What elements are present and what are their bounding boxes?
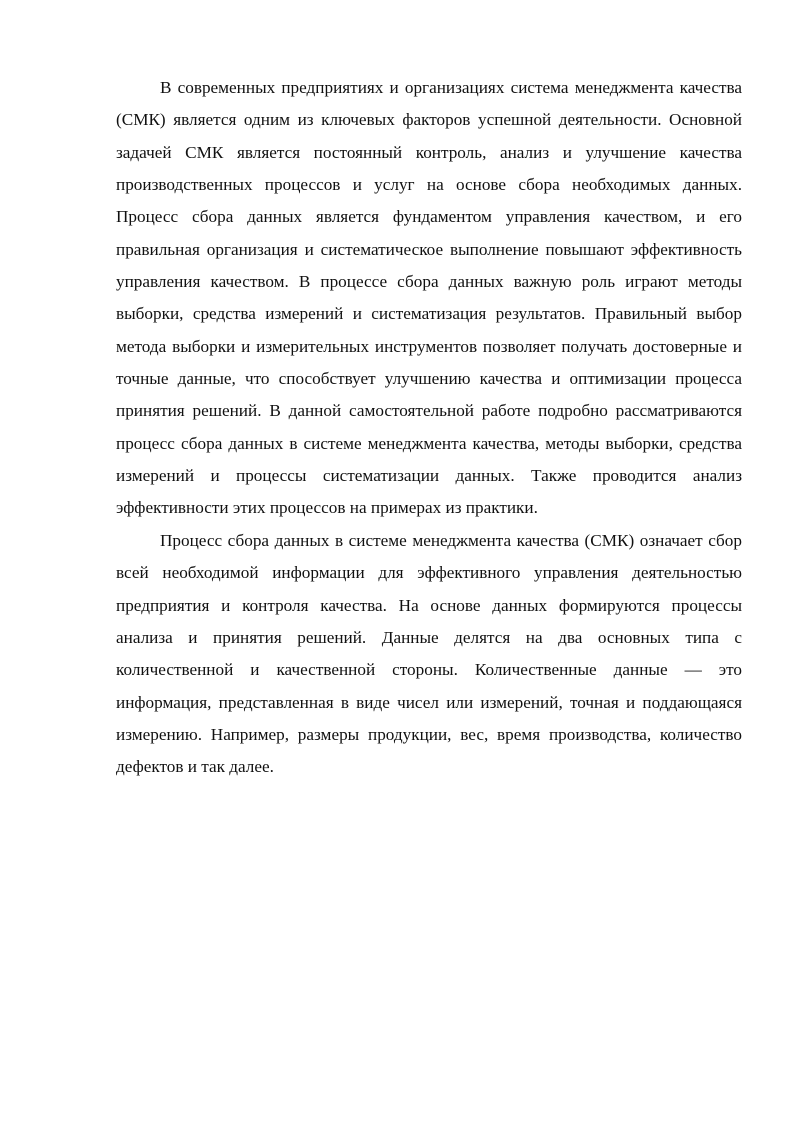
document-body bbox=[116, 72, 742, 784]
paragraph-intro: В современных предприятиях и организациях система менеджмента качества (СМК) является одним из ключевых факторов успешной деятельности. Основной задачей СМК является постоянный контроль, анализ и улучшение качества производственных процессов и услуг на основе сбора необходимых данных. Процесс сбора данных является фундаментом управления качеством, и его правильная организация и систематическое выполнение повышают эффективность управления качеством. В процессе сбора данных важную роль играют методы выборки, средства измерений и систематизация результатов. Правильный выбор метода выборки и измерительных инструментов позволяет получать достоверные и точные данные, что способствует улучшению качества и оптимизации процесса принятия решений. В данной самостоятельной работе подробно рассматриваются процесс сбора данных в системе менеджмента качества, методы выборки, средства измерений и процессы систематизации данных. Также проводится анализ эффективности этих процессов на примерах из практики. bbox=[116, 78, 742, 518]
paragraph-data-collection: Процесс сбора данных в системе менеджмента качества (СМК) означает сбор всей необходимой информации для эффективного управления деятельностью предприятия и контроля качества. На основе данных формируются процессы анализа и принятия решений. Данные делятся на два основных типа с количественной и качественной стороны. Количественные данные — это информация, представленная в виде чисел или измерений, точная и поддающаяся измерению. Например, размеры продукции, вес, время производства, количество дефектов и так далее. bbox=[116, 530, 742, 777]
